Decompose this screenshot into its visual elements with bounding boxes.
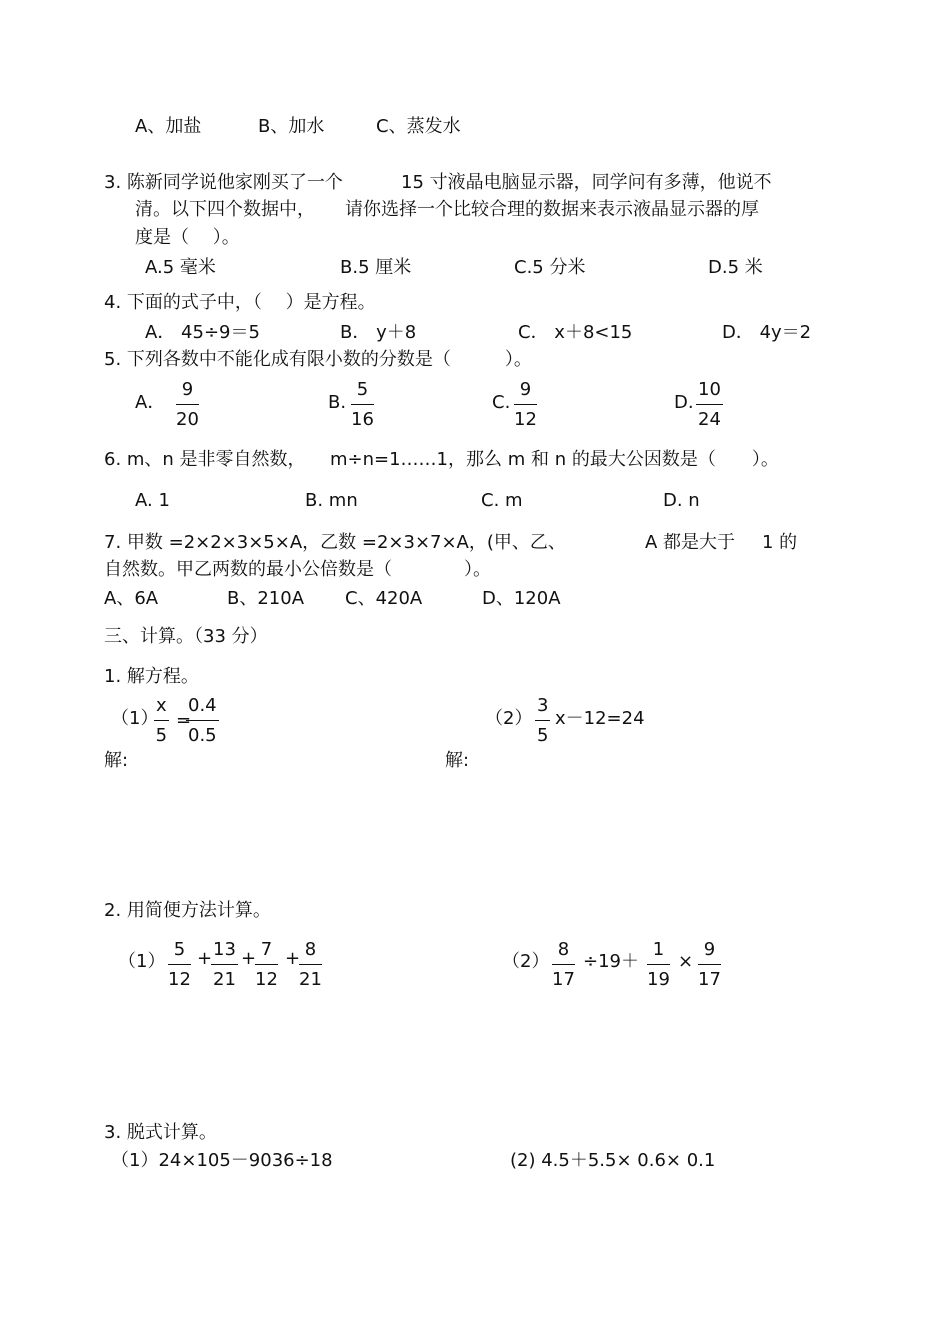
fraction-denominator: 12 [255, 969, 278, 990]
fraction-denominator: 0.5 [188, 725, 217, 746]
q7-option-d: D、120A [482, 588, 561, 609]
fraction-numerator: 9 [176, 381, 199, 405]
fraction-denominator: 17 [698, 969, 721, 990]
part-3-title: 3. 脱式计算。 [104, 1122, 217, 1143]
solve-label-2: 解: [445, 750, 470, 771]
fraction-numerator: 1 [647, 941, 670, 965]
q3-option-b: B.5 厘米 [340, 257, 412, 278]
plus-sign: + [197, 948, 213, 969]
q6-stem-a: 6. m、n 是非零自然数， [104, 449, 306, 470]
fraction-denominator: 19 [647, 969, 670, 990]
q3-option-c: C.5 分米 [514, 257, 586, 278]
q3-option-a: A.5 毫米 [145, 257, 216, 278]
fraction-numerator: 9 [514, 381, 537, 405]
q4-option-b: B． y＋8 [340, 322, 417, 343]
fraction-denominator: 5 [537, 725, 549, 746]
fraction-denominator: 17 [552, 969, 575, 990]
part-1-title: 1. 解方程。 [104, 666, 199, 687]
q6-option-a: A. 1 [135, 490, 170, 511]
calc2-fraction-2 [647, 941, 670, 989]
q5-option-a-label: A． [135, 392, 166, 413]
fraction-numerator: 10 [696, 381, 723, 405]
fraction-numerator: 8 [552, 941, 575, 965]
fraction-numerator: 3 [535, 697, 550, 721]
calc1-fraction-4 [299, 941, 322, 989]
times-sign: × [678, 951, 694, 972]
fraction-numerator: 9 [698, 941, 721, 965]
calc1-fraction-2 [211, 941, 238, 989]
q5-option-d-fraction [696, 381, 723, 429]
q5-option-b-label: B. [328, 392, 347, 413]
q2-option-c: C、蒸发水 [376, 116, 461, 137]
q5-option-c-fraction [514, 381, 537, 429]
eq1-fraction-right [186, 697, 219, 745]
calc2-label: （2） [502, 951, 550, 972]
q5-stem: 5. 下列各数中不能化成有限小数的分数是（ ）。 [104, 349, 532, 370]
fraction-numerator: 0.4 [186, 697, 219, 721]
q3-line1-b: 15 寸液晶电脑显示器，同学问有多薄，他说不 [401, 172, 772, 193]
q3-line3: 度是（ ）。 [135, 227, 240, 248]
q6-option-d: D. n [663, 490, 700, 511]
eq2-fraction [535, 697, 550, 745]
q3-line1-a: 3. 陈新同学说他家刚买了一个 [104, 172, 343, 193]
calc2-fraction-3 [698, 941, 721, 989]
q6-option-c: C. m [481, 490, 523, 511]
fraction-denominator: 21 [299, 969, 322, 990]
q4-option-c: C． x＋8<15 [518, 322, 633, 343]
eq1-equals: = [176, 710, 192, 731]
fraction-denominator: 5 [155, 725, 168, 746]
fraction-denominator: 24 [698, 409, 721, 430]
eq1-fraction-left [154, 697, 169, 745]
step-calc-2: (2) 4.5＋5.5× 0.6× 0.1 [510, 1150, 716, 1171]
plus-sign: + [285, 948, 301, 969]
fraction-numerator: 7 [255, 941, 278, 965]
calc1-fraction-3 [255, 941, 278, 989]
q7-line1-c: 1 的 [762, 532, 798, 553]
q4-option-a: A． 45÷9＝5 [145, 322, 260, 343]
fraction-numerator: 8 [299, 941, 322, 965]
q4-stem: 4. 下面的式子中，（ ）是方程。 [104, 292, 376, 313]
plus-sign: + [241, 948, 257, 969]
q5-option-b-fraction [351, 381, 374, 429]
q5-option-c-label: C. [492, 392, 511, 413]
q3-line2-b: 请你选择一个比较合理的数据来表示液晶显示器的厚 [345, 199, 759, 220]
solve-label-1: 解: [104, 750, 129, 771]
q6-option-b: B. mn [305, 490, 358, 511]
q3-option-d: D.5 米 [708, 257, 763, 278]
fraction-denominator: 16 [351, 409, 374, 430]
fraction-denominator: 20 [176, 409, 199, 430]
part-2-title: 2. 用简便方法计算。 [104, 900, 271, 921]
calc1-label: （1） [118, 951, 166, 972]
fraction-denominator: 12 [168, 969, 191, 990]
fraction-numerator: 5 [168, 941, 191, 965]
step-calc-1: （1）24×105－9036÷18 [111, 1150, 333, 1171]
calc1-fraction-1 [168, 941, 191, 989]
calc2-fraction-1 [552, 941, 575, 989]
q7-option-c: C、420A [345, 588, 423, 609]
fraction-numerator: x [154, 697, 169, 721]
eq2-rest: x－12=24 [555, 708, 645, 729]
q7-line2: 自然数。甲乙两数的最小公倍数是（ ）。 [104, 559, 491, 580]
q2-option-a: A、加盐 [135, 116, 202, 137]
eq2-label: （2） [485, 708, 533, 729]
calc2-middle: ÷19＋ [583, 951, 639, 972]
q6-stem-b: m÷n=1……1，那么 m 和 n 的最大公因数是（ ）。 [330, 449, 779, 470]
q3-line2-a: 清。以下四个数据中， [135, 199, 315, 220]
q7-option-b: B、210A [227, 588, 305, 609]
q7-line1-a: 7. 甲数 =2×2×3×5×A，乙数 =2×3×7×A，(甲、乙、 [104, 532, 566, 553]
q7-line1-b: A 都是大于 [645, 532, 736, 553]
q5-option-d-label: D. [674, 392, 694, 413]
q2-option-b: B、加水 [258, 116, 325, 137]
q5-option-a-fraction [176, 381, 199, 429]
fraction-denominator: 21 [213, 969, 236, 990]
fraction-numerator: 13 [211, 941, 238, 965]
fraction-numerator: 5 [351, 381, 374, 405]
eq1-label: （1） [111, 708, 159, 729]
fraction-denominator: 12 [514, 409, 537, 430]
q7-option-a: A、6A [104, 588, 159, 609]
q4-option-d: D． 4y＝2 [722, 322, 812, 343]
section-3-title: 三、计算。（33 分） [104, 626, 268, 647]
